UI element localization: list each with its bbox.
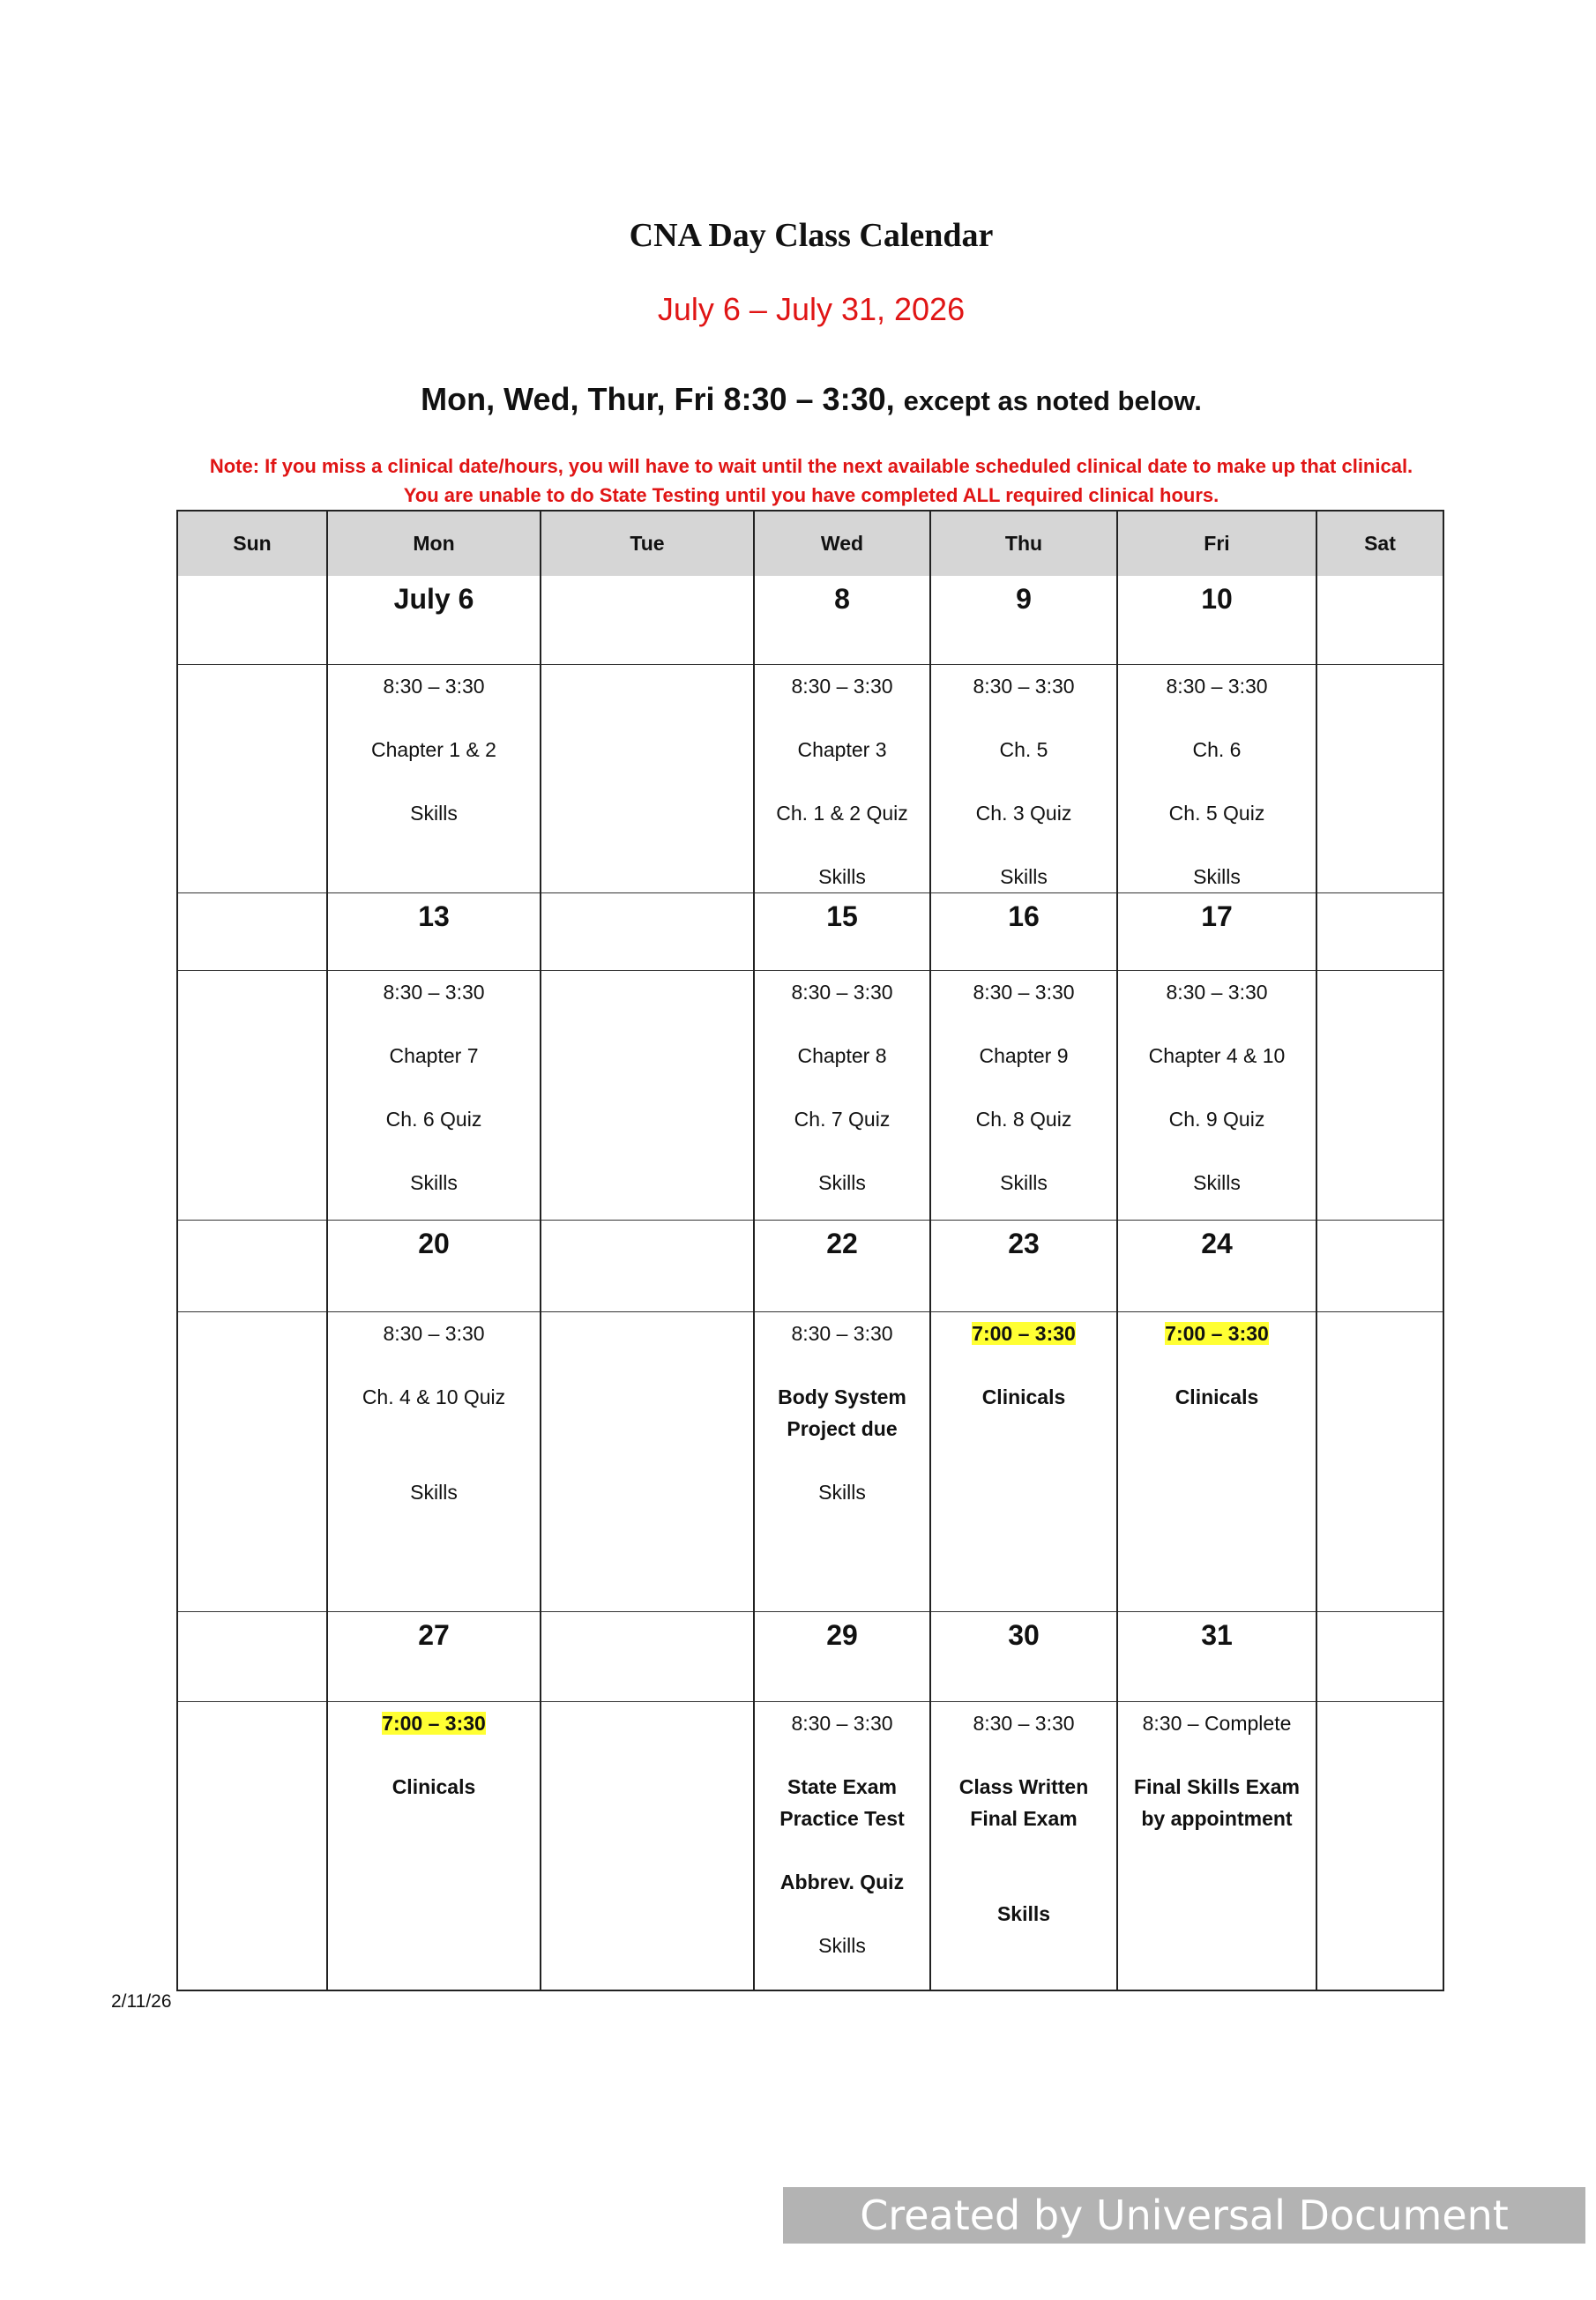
session-skills: Skills xyxy=(818,864,866,888)
schedule-row xyxy=(177,1311,1443,1611)
schedule-cell xyxy=(177,1701,327,1990)
date-cell: 8 xyxy=(754,576,930,664)
date-cell: July 6 xyxy=(327,576,541,664)
session-quiz: Ch. 6 Quiz xyxy=(385,1107,482,1131)
date-cell: 10 xyxy=(1117,576,1316,664)
class-hours-note: except as noted below. xyxy=(903,385,1202,416)
schedule-row xyxy=(177,970,1443,1220)
schedule-cell xyxy=(1117,970,1316,1220)
schedule-cell xyxy=(754,664,930,892)
schedule-cell xyxy=(1316,970,1443,1220)
schedule-cell xyxy=(930,1311,1117,1611)
clinical-time: 7:00 – 3:30 xyxy=(972,1321,1076,1345)
schedule-cell xyxy=(327,664,541,892)
date-cell xyxy=(1316,1220,1443,1311)
weekday-thu: Thu xyxy=(930,511,1117,576)
session-clinicals: Clinicals xyxy=(392,1774,476,1798)
clinical-note-line-2: You are unable to do State Testing until you have completed ALL required clinical hours. xyxy=(403,484,1219,506)
session-time: 8:30 – 3:30 xyxy=(973,1711,1075,1735)
schedule-cell xyxy=(1117,1701,1316,1990)
session-time: 8:30 – 3:30 xyxy=(791,980,893,1004)
session-skills: Skills xyxy=(1000,1170,1048,1194)
date-cell: 22 xyxy=(754,1220,930,1311)
weekday-mon: Mon xyxy=(327,511,541,576)
weekday-wed: Wed xyxy=(754,511,930,576)
date-cell: 13 xyxy=(327,892,541,970)
weekday-header-row xyxy=(177,511,1443,576)
session-exam: Final Skills Exam xyxy=(1134,1774,1300,1798)
session-exam: State Exam xyxy=(787,1774,897,1798)
calendar-table xyxy=(176,510,1444,1991)
date-cell xyxy=(177,892,327,970)
date-cell: 29 xyxy=(754,1611,930,1701)
session-skills: Skills xyxy=(818,1933,866,1957)
session-time: 8:30 – 3:30 xyxy=(791,1321,893,1345)
date-cell xyxy=(1316,892,1443,970)
date-cell: 17 xyxy=(1117,892,1316,970)
session-quiz: Ch. 5 Quiz xyxy=(1168,801,1265,825)
session-quiz: Ch. 8 Quiz xyxy=(975,1107,1072,1131)
date-cell xyxy=(177,1611,327,1701)
date-cell xyxy=(177,576,327,664)
session-time: 8:30 – 3:30 xyxy=(383,980,485,1004)
schedule-cell xyxy=(930,664,1117,892)
date-cell: 30 xyxy=(930,1611,1117,1701)
schedule-cell xyxy=(327,1701,541,1990)
date-cell: 20 xyxy=(327,1220,541,1311)
weekday-fri: Fri xyxy=(1117,511,1316,576)
session-skills: Skills xyxy=(996,1901,1051,1925)
session-skills: Skills xyxy=(1193,864,1241,888)
session-exam: Class Written xyxy=(958,1774,1089,1798)
session-quiz: Ch. 1 & 2 Quiz xyxy=(776,801,908,825)
session-quiz: Ch. 4 & 10 Quiz xyxy=(362,1385,506,1408)
schedule-cell xyxy=(1316,1311,1443,1611)
session-skills: Skills xyxy=(410,801,458,825)
date-row xyxy=(177,1611,1443,1701)
date-cell: 15 xyxy=(754,892,930,970)
revision-date: 2/11/26 xyxy=(111,1991,172,2012)
schedule-cell xyxy=(754,970,930,1220)
session-clinicals: Clinicals xyxy=(981,1385,1066,1408)
schedule-cell xyxy=(930,1701,1117,1990)
date-cell xyxy=(541,1220,754,1311)
session-topic: Ch. 6 xyxy=(1192,737,1242,761)
schedule-cell xyxy=(327,1311,541,1611)
schedule-cell xyxy=(541,1701,754,1990)
schedule-cell xyxy=(1117,664,1316,892)
session-exam-detail: Final Exam xyxy=(970,1806,1078,1830)
session-quiz: Ch. 9 Quiz xyxy=(1168,1107,1265,1131)
session-topic: Chapter 7 xyxy=(389,1043,479,1067)
session-topic: Ch. 5 xyxy=(999,737,1048,761)
session-topic: Chapter 3 xyxy=(797,737,887,761)
schedule-cell xyxy=(754,1701,930,1990)
session-time: 8:30 – 3:30 xyxy=(973,674,1075,698)
date-cell xyxy=(1316,1611,1443,1701)
session-topic: Chapter 9 xyxy=(979,1043,1069,1067)
session-skills: Skills xyxy=(818,1480,866,1504)
session-time: 8:30 – 3:30 xyxy=(791,674,893,698)
session-topic: Chapter 4 & 10 xyxy=(1148,1043,1286,1067)
class-hours xyxy=(0,381,1596,418)
date-cell xyxy=(1316,576,1443,664)
session-time: 8:30 – 3:30 xyxy=(383,1321,485,1345)
session-time: 8:30 – 3:30 xyxy=(973,980,1075,1004)
session-topic: Chapter 1 & 2 xyxy=(371,737,496,761)
schedule-cell xyxy=(1316,1701,1443,1990)
clinical-note-line-1: Note: If you miss a clinical date/hours, you will have to wait until the next available scheduled clinical date to make up that clinical. xyxy=(209,455,1413,477)
session-topic: Chapter 8 xyxy=(797,1043,887,1067)
session-skills: Skills xyxy=(410,1480,458,1504)
schedule-cell xyxy=(177,664,327,892)
session-time: 8:30 – Complete xyxy=(1142,1711,1292,1735)
schedule-row xyxy=(177,664,1443,892)
schedule-cell xyxy=(177,1311,327,1611)
session-skills: Skills xyxy=(1000,864,1048,888)
schedule-row xyxy=(177,1701,1443,1990)
date-cell: 27 xyxy=(327,1611,541,1701)
date-cell: 16 xyxy=(930,892,1117,970)
clinical-note xyxy=(0,452,1596,510)
date-row xyxy=(177,576,1443,664)
session-project-due: Project due xyxy=(787,1416,898,1440)
page-title: CNA Day Class Calendar xyxy=(629,217,994,254)
session-skills: Skills xyxy=(1193,1170,1241,1194)
session-time: 8:30 – 3:30 xyxy=(791,1711,893,1735)
schedule-cell xyxy=(754,1311,930,1611)
session-quiz: Ch. 3 Quiz xyxy=(975,801,1072,825)
date-cell: 31 xyxy=(1117,1611,1316,1701)
date-row xyxy=(177,892,1443,970)
date-cell xyxy=(177,1220,327,1311)
date-cell xyxy=(541,576,754,664)
date-cell xyxy=(541,892,754,970)
schedule-cell xyxy=(541,970,754,1220)
session-exam-detail: Practice Test xyxy=(779,1806,905,1830)
clinical-time: 7:00 – 3:30 xyxy=(382,1711,486,1735)
session-time: 8:30 – 3:30 xyxy=(1166,674,1268,698)
schedule-cell xyxy=(930,970,1117,1220)
class-hours-main: Mon, Wed, Thur, Fri 8:30 – 3:30, xyxy=(421,381,895,417)
schedule-cell xyxy=(1117,1311,1316,1611)
session-skills: Skills xyxy=(410,1170,458,1194)
schedule-cell xyxy=(1316,664,1443,892)
session-skills: Skills xyxy=(818,1170,866,1194)
date-cell xyxy=(541,1611,754,1701)
date-row xyxy=(177,1220,1443,1311)
schedule-cell xyxy=(541,664,754,892)
weekday-sat: Sat xyxy=(1316,511,1443,576)
date-range: July 6 – July 31, 2026 xyxy=(657,291,966,327)
session-time: 8:30 – 3:30 xyxy=(383,674,485,698)
converter-watermark: Created by Universal Document Converter xyxy=(783,2187,1585,2244)
weekday-tue: Tue xyxy=(541,511,754,576)
session-clinicals: Clinicals xyxy=(1175,1385,1259,1408)
weekday-sun: Sun xyxy=(177,511,327,576)
schedule-cell xyxy=(541,1311,754,1611)
schedule-cell xyxy=(177,970,327,1220)
session-time: 8:30 – 3:30 xyxy=(1166,980,1268,1004)
date-cell: 23 xyxy=(930,1220,1117,1311)
clinical-time: 7:00 – 3:30 xyxy=(1165,1321,1269,1345)
session-quiz: Ch. 7 Quiz xyxy=(794,1107,891,1131)
schedule-cell xyxy=(327,970,541,1220)
session-quiz: Abbrev. Quiz xyxy=(779,1870,905,1893)
date-cell: 9 xyxy=(930,576,1117,664)
session-project: Body System xyxy=(778,1385,906,1408)
session-exam-detail: by appointment xyxy=(1141,1806,1293,1830)
date-cell: 24 xyxy=(1117,1220,1316,1311)
